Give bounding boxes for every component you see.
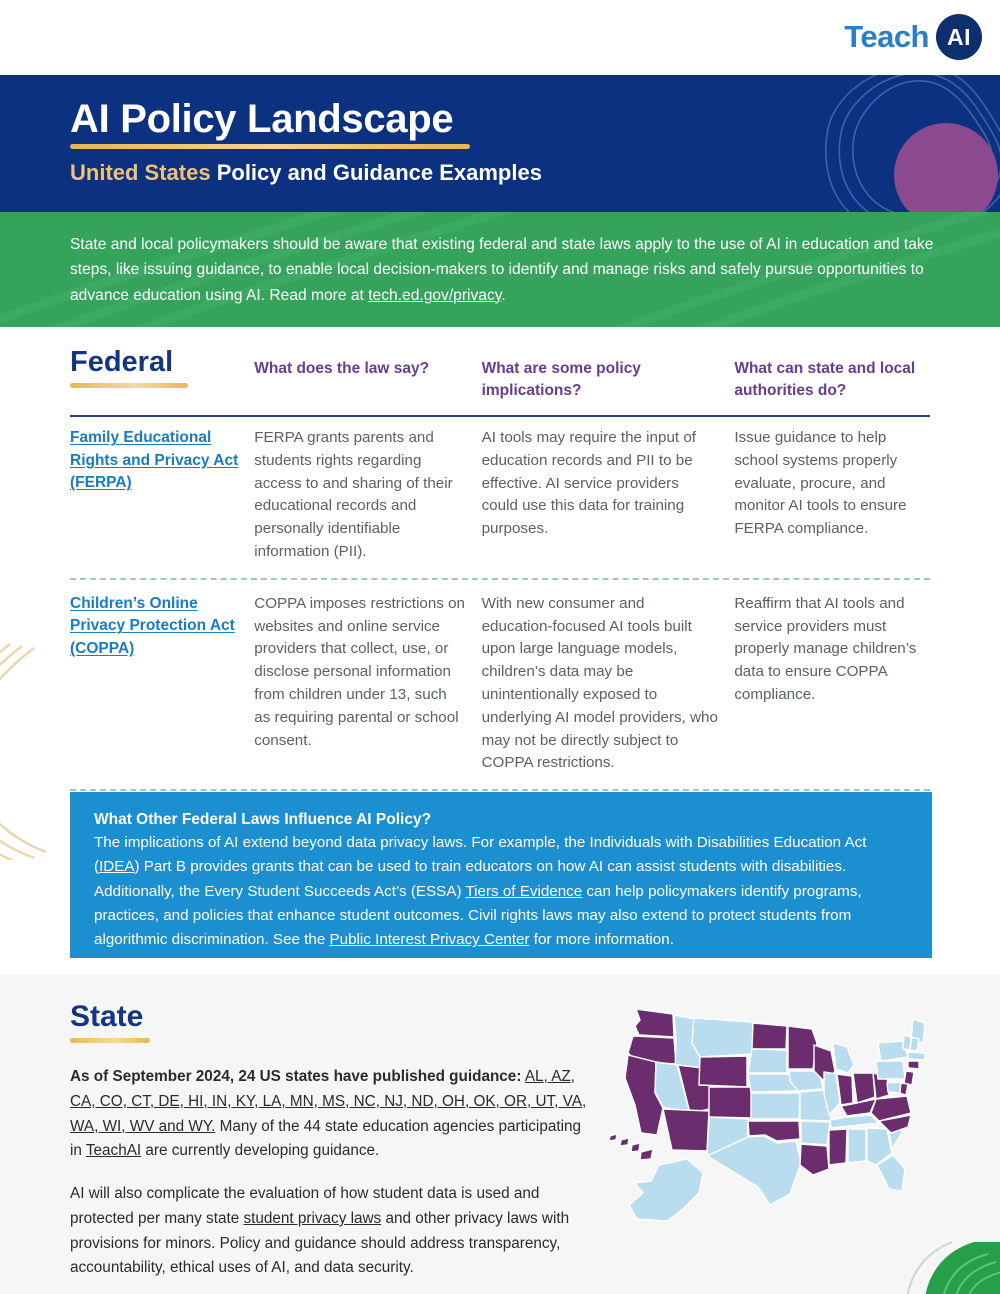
row-law-cell [70,427,254,495]
row-law-say-cell: FERPA grants parents and students rights regarding access to and sharing of their educational records and personally identifiable information (PII). [254,429,453,560]
row-law-cell [70,593,254,661]
table-row [0,593,1000,775]
map-state-wy [699,1056,747,1087]
federal-section-title: Federal [70,346,174,378]
map-state-nd [752,1023,787,1049]
page-header [0,75,1000,212]
intro-text-2: . [501,286,506,304]
row-law-say-cell: COPPA imposes restrictions on websites and online service providers that collect, use, or disclose personal information from children under 13, such as requiring parental or school consent. [254,594,465,749]
state-p1-end: are currently developing guidance. [141,1142,380,1160]
map-state-mt [692,1018,753,1057]
callout-seg-1: The implications of AI extend beyond data privacy laws. For example, the Individuals with Disabilities Education Act ( [94,834,867,876]
state-p1-mid: Many of the 44 state education agencies participating in [70,1117,582,1160]
teachai-logo [844,14,982,60]
row-implications-cell: AI tools may require the input of education records and PII to be effective. AI service providers could use this data for training purposes. [481,429,697,538]
intro-paragraph [70,232,935,308]
callout-seg-3: can help policymakers identify programs, practices, and policies that enhance student outcomes. Civil rights laws may also extend to protect students from algorithmic discrimination. See the [94,882,862,949]
map-state-la [800,1144,829,1175]
map-state-tn [830,1115,879,1128]
federal-table-body [0,427,1000,791]
state-list-link[interactable]: AL, AZ, CA, CO, CT, DE, HI, IN, KY, LA, MN, MS, NC, NJ, ND, OH, OK, OR, UT, VA, WA, WI, WV and WY. [70,1068,587,1135]
map-state-nj [904,1071,914,1085]
column-header-law-say: What does the law say? [254,360,430,377]
map-state-ks [751,1093,800,1119]
state-p2-start: AI will also complicate the evaluation of how student data is used and protected per many state [70,1185,540,1227]
row-divider [70,578,930,580]
title-underline [70,144,470,149]
column-header-implications: What are some policy implications? [481,360,641,399]
callout-body [94,831,908,953]
callout-seg-2: ) Part B provides grants that can be used to train educators on how AI can assist students with disabilities. Additionally, the Every Student Succeeds Act’s (ESSA) [94,858,847,900]
header-divider [70,415,930,417]
map-state-mn [788,1026,817,1069]
page-subtitle [70,160,542,186]
map-state-pa [876,1061,905,1079]
column-header-authorities: What can state and local authorities do? [734,360,916,399]
federal-title-underline [70,383,188,388]
map-state-nh [910,1037,919,1051]
header-circle-icon [894,123,998,212]
logo-ai-badge-icon: AI [936,14,982,60]
state-paragraph-2 [70,1182,590,1281]
map-state-md [887,1082,901,1093]
student-privacy-laws-link[interactable]: student privacy laws [243,1209,382,1227]
state-p2-end: and other privacy laws with provisions for minors. Policy and guidance should address transparency, accountability, ethical uses of AI, and data security. [70,1209,570,1277]
state-title-underline [70,1038,150,1043]
coppa-link[interactable]: Children’s Online Privacy Protection Act (COPPA) [70,594,235,658]
ferpa-link[interactable]: Family Educational Rights and Privacy Act (FERPA) [70,429,239,492]
federal-laws-callout [70,792,932,958]
header-text-group [70,97,542,186]
map-state-co [709,1087,752,1118]
us-map-svg [595,993,955,1255]
state-text-group [70,1002,590,1294]
map-state-hi [609,1134,653,1160]
state-guidance-label: As of September 2024, 24 US states have published guidance: [70,1068,522,1085]
federal-table-header [0,348,1000,402]
intro-band [0,212,1000,327]
teachai-link[interactable]: TeachAI [85,1142,142,1160]
intro-text-1: State and local policymakers should be aware that existing federal and state laws apply to the use of AI in education and take steps, like issuing guidance, to enable local decision-makers to identify and manage risks and safely pursue opportunities to advance education using AI. Read more at [70,236,934,304]
idea-link[interactable]: IDEA [99,858,135,876]
header-decoration-icon [820,75,1000,212]
row-implications-cell: With new consumer and education-focused AI tools built upon large language models, children’s data may be unintentionally exposed to underlying AI model providers, who may not be directly subject to COPPA restrictions. [481,594,718,772]
map-state-ct [908,1061,919,1069]
map-state-ms [829,1129,847,1165]
tech-ed-gov-link[interactable]: tech.ed.gov/privacy [368,286,502,304]
tiers-of-evidence-link[interactable]: Tiers of Evidence [465,882,583,900]
row-authorities-cell: Issue guidance to help school systems properly evaluate, procure, and monitor AI tools to ensure FERPA compliance. [734,429,907,538]
logo-wordmark: Teach [844,19,929,54]
row-authorities-cell: Reaffirm that AI tools and service providers must properly manage children’s data to ensure COPPA compliance. [734,594,917,703]
page-title: AI Policy Landscape [70,97,454,141]
state-section-title: State [70,1000,144,1033]
map-state-al [848,1129,866,1163]
map-state-ar [801,1121,830,1145]
subtitle-highlight: United States [70,160,211,185]
public-interest-privacy-center-link[interactable]: Public Interest Privacy Center [329,931,530,949]
row-divider [70,789,930,791]
logo-bar [0,0,1000,75]
map-state-az [663,1109,709,1151]
state-section [0,975,1000,1294]
map-state-wa [635,1009,674,1037]
state-paragraph-1 [70,1065,590,1164]
callout-seg-4: for more information. [529,931,674,949]
map-state-mi [833,1043,854,1073]
table-row [0,427,1000,564]
map-state-oh [853,1073,875,1103]
callout-title: What Other Federal Laws Influence AI Policy? [94,811,432,828]
federal-section [0,348,1000,804]
map-state-ma [908,1052,925,1060]
map-state-sd [748,1049,787,1073]
subtitle-rest: Policy and Guidance Examples [210,160,542,185]
us-state-guidance-map [595,993,955,1255]
map-state-ak [629,1159,703,1221]
federal-heading-cell [70,348,254,388]
